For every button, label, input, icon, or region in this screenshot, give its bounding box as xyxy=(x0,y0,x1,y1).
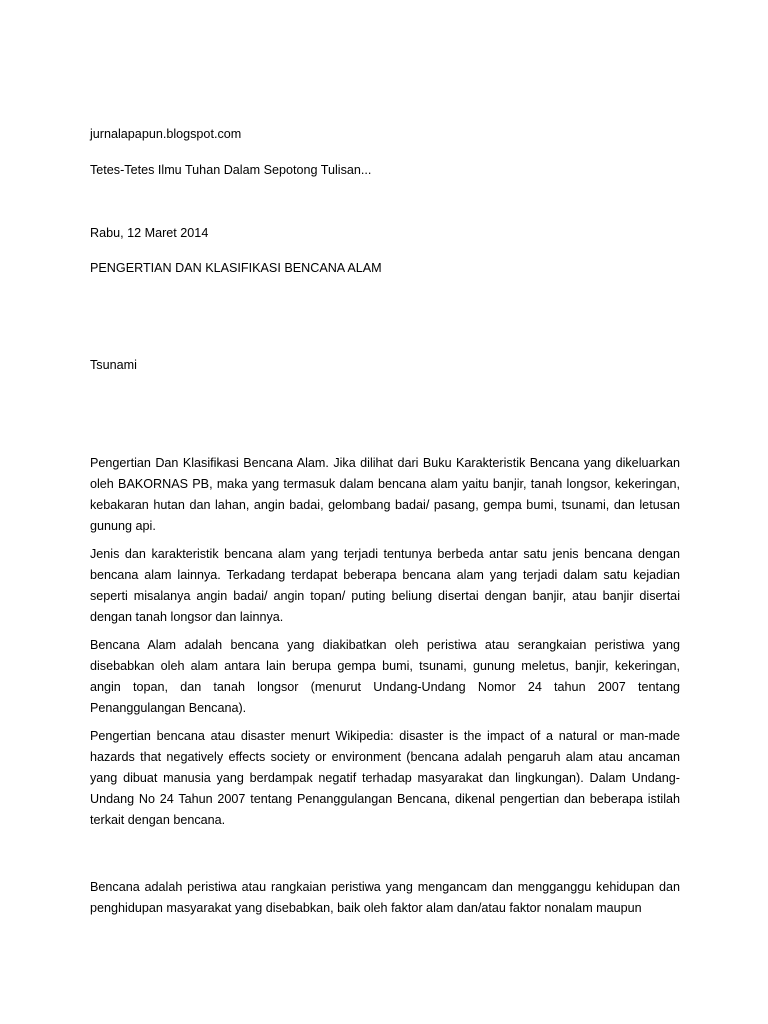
post-title: PENGERTIAN DAN KLASIFIKASI BENCANA ALAM xyxy=(90,261,382,275)
image-caption: Tsunami xyxy=(90,358,137,372)
paragraph-2: Jenis dan karakteristik bencana alam yang terjadi tentunya berbeda antar satu jenis bencana dengan bencana alam lainnya. Terkadang terdapat beberapa bencana alam yang terjadi dalam satu kejadian seperti misalanya angin badai/ angin topan/ puting beliung disertai dengan banjir, atau banjir disertai dengan tanah longsor dan lainnya. xyxy=(90,547,680,624)
site-tagline: Tetes-Tetes Ilmu Tuhan Dalam Sepotong Tulisan... xyxy=(90,163,372,177)
paragraph-5: Bencana adalah peristiwa atau rangkaian peristiwa yang mengancam dan mengganggu kehidupan dan penghidupan masyarakat yang disebabkan, baik oleh faktor alam dan/atau faktor nonalam maupun xyxy=(90,880,680,915)
post-date: Rabu, 12 Maret 2014 xyxy=(90,226,209,240)
paragraph-1: Pengertian Dan Klasifikasi Bencana Alam. Jika dilihat dari Buku Karakteristik Bencana yang dikeluarkan oleh BAKORNAS PB, maka yang termasuk dalam bencana alam yaitu banjir, tanah longsor, kekeringan, kebakaran hutan dan lahan, angin badai, gelombang badai/ pasang, gempa bumi, tsunami, dan letusan gunung api. xyxy=(90,456,680,533)
paragraph-3: Bencana Alam adalah bencana yang diakibatkan oleh peristiwa atau serangkaian peristiwa yang disebabkan oleh alam antara lain berupa gempa bumi, tsunami, gunung meletus, banjir, kekeringan, angin topan, dan tanah longsor (menurut Undang-Undang Nomor 24 tahun 2007 tentang Penanggulangan Bencana). xyxy=(90,638,680,715)
site-url[interactable]: jurnalapapun.blogspot.com xyxy=(90,127,242,141)
paragraph-4: Pengertian bencana atau disaster menurt Wikipedia: disaster is the impact of a natural or man-made hazards that negatively effects society or environment (bencana adalah pengaruh alam atau ancaman yang dibuat manusia yang berdampak negatif terhadap masyarakat dan lingkungan). Dalam Undang-Undang No 24 Tahun 2007 tentang Penanggulangan Bencana, dikenal pengertian dan beberapa istilah terkait dengan bencana. xyxy=(90,729,680,827)
